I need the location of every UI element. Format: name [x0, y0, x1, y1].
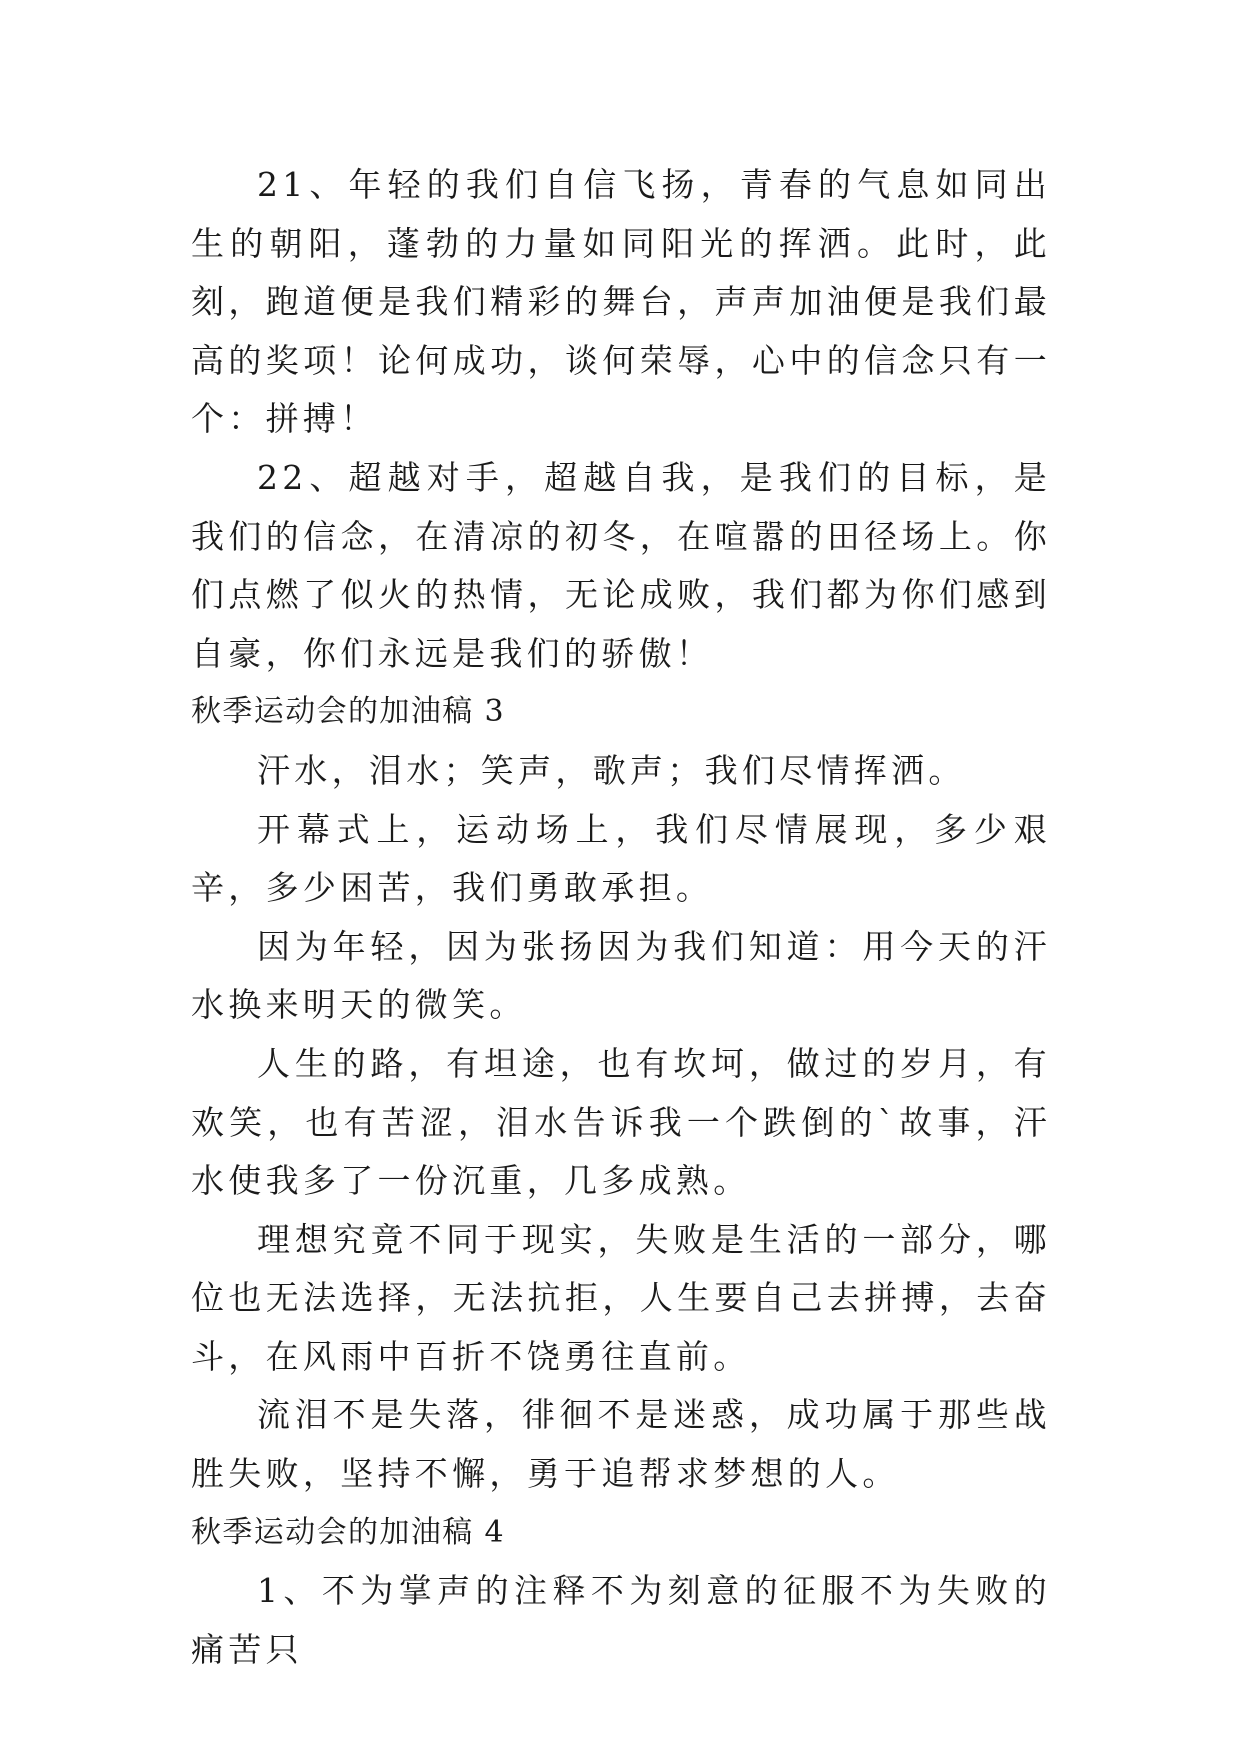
paragraph: 开幕式上，运动场上，我们尽情展现，多少艰辛，多少困苦，我们勇敢承担。: [191, 809, 1051, 908]
paragraph-21: 21、年轻的我们自信飞扬，青春的气息如同出生的朝阳，蓬勃的力量如同阳光的挥洒。此时，此刻，跑道便是我们精彩的舞台，声声加油便是我们最高的奖项！论何成功，谈何荣辱，心中的信念只有一个：拼搏！: [191, 165, 1051, 439]
section-heading-4: 秋季运动会的加油稿 4: [191, 1514, 506, 1550]
paragraph-22: 22、超越对手，超越自我，是我们的目标，是我们的信念，在清凉的初冬，在喧嚣的田径场上。你们点燃了似火的热情，无论成败，我们都为你们感到自豪，你们永远是我们的骄傲！: [191, 457, 1051, 673]
paragraph: 人生的路，有坦途，也有坎坷，做过的岁月，有欢笑，也有苦涩，泪水告诉我一个跌倒的`故事，汗水使我多了一份沉重，几多成熟。: [191, 1043, 1051, 1201]
paragraph: 汗水，泪水；笑声，歌声；我们尽情挥洒。: [257, 750, 966, 790]
paragraph: 1、不为掌声的注释不为刻意的征服不为失败的痛苦只: [191, 1571, 1051, 1669]
paragraph: 理想究竟不同于现实，失败是生活的一部分，哪位也无法选择，无法抗拒，人生要自己去拼搏，去奋斗，在风雨中百折不饶勇往直前。: [191, 1219, 1051, 1376]
paragraph: 流泪不是失落，徘徊不是迷惑，成功属于那些战胜失败，坚持不懈，勇于追帮求梦想的人。: [191, 1395, 1051, 1494]
paragraph: 因为年轻，因为张扬因为我们知道：用今天的汗水换来明天的微笑。: [191, 926, 1051, 1025]
section-heading-3: 秋季运动会的加油稿 3: [191, 694, 506, 730]
document-body: [191, 156, 1051, 1679]
